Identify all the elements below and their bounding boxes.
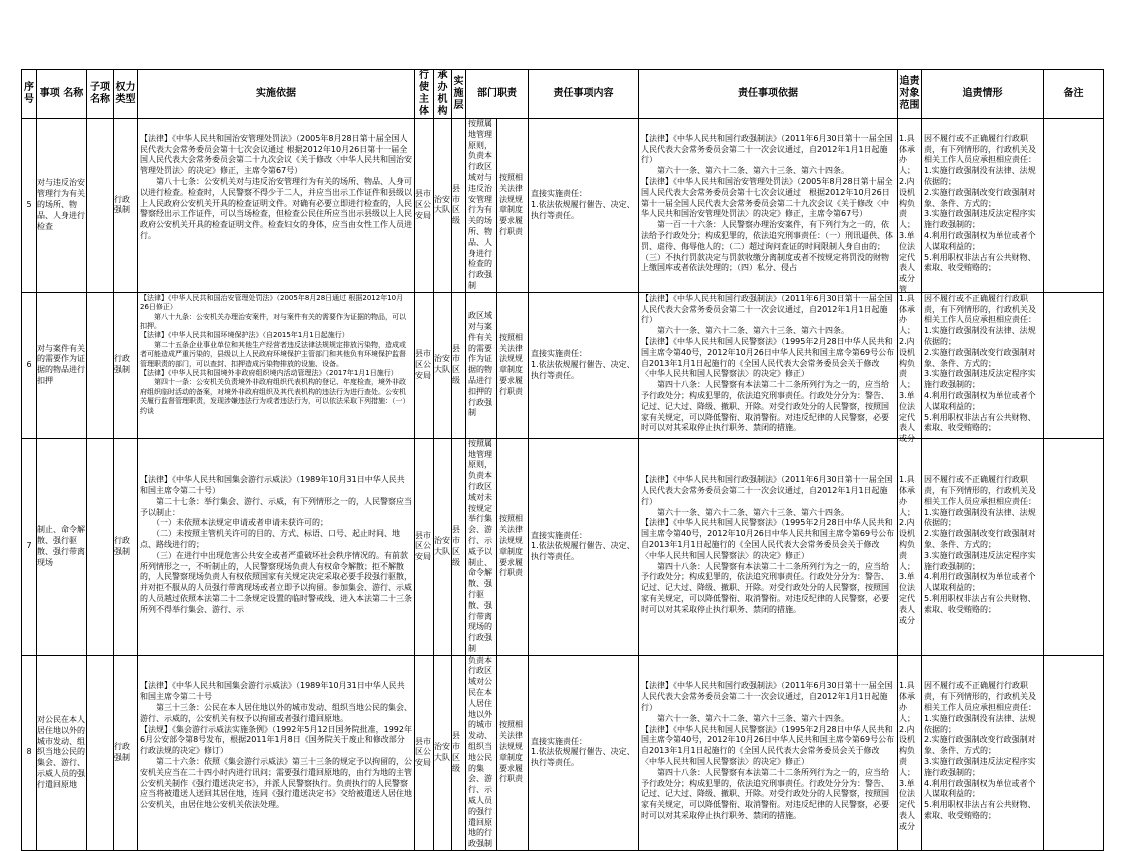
row-sub [87, 655, 114, 850]
row-type: 行政强制 [114, 119, 138, 293]
row-situation: 因不履行或不正确履行行政职责，有下列情形的，行政机关及相关工作人员应承担相应责任： 1.实施行政强制没有法律、法规依据的； 2.实施行政强制改变行政强制对象、条件、方式的； 3.实施行政强制违反法定程序实施行政强制的； 4.利用行政强制权为单位或者个人谋取利益的； 5.利用职权非法占有公共财物、索取、收受贿赂的； [922, 119, 1044, 293]
row-org: 治安大队 [434, 119, 452, 293]
row-seq: 6 [22, 292, 37, 438]
row-scope: 1.具体承办人； 2.内设机构负责人； 3.单位法定代表人或分 [898, 655, 922, 850]
row-scope: 1.具体承办人； 2.内设机构负责人； 3.单位法定代表人或分管 [898, 119, 922, 293]
row-level: 县市区级 [452, 119, 466, 293]
row-resp-content: 直接实施责任： 1.依法依规履行催告、决定、执行等责任。 [529, 655, 639, 850]
row-seq: 5 [22, 119, 37, 293]
header-scope: 追责对象范围 [898, 70, 922, 119]
row-resp-basis: 【法律】《中华人民共和国行政强制法》（2011年6月30日第十一届全国人民代表大会常务委员会第二十一次会议通过，自2012年1月1日起施行） 第六十一条、第六十二条、第六十三条、第六十四条。 【法律】《中华人民共和国人民警察法》（1995年2月28日中华人民共和国主席令第40号，2012年10月26日中华人民共和国主席令第69号公布自2013年1月1日起施行的《全国人民代表大会常务委员会关于修改〈中华人民共和国人民警察法〉的决定》修正） 第四十八条：人民警察有本法第二十二条所列行为之一的，应当给予行政处分；构成犯罪的，依法追究刑事责任。行政处分分为：警告、记过、记大过、降级、撤职、开除。对受行政处分的人民警察，按照国家有关规定，可以降低警衔、取消警衔。对违反纪律的人民警察，必要时可以对其采取停止执行职务、禁闭的措施。 [639, 655, 898, 850]
row-duty: 负责本行政区域对公民在本人居住地以外的城市发动、组织当地公民的集会、游行、示威人员的强行遣回原地的行政强制 [466, 655, 497, 850]
row-org: 治安大队 [434, 438, 452, 655]
header-basis: 实施依据 [138, 70, 415, 119]
row-sub [87, 438, 114, 655]
header-seq: 序号 [22, 70, 37, 119]
row-seq: 8 [22, 655, 37, 850]
row-scope: 1.具体承办人； 2.内设机构负责人； 3.单位法定代表人或分 [898, 292, 922, 438]
table-row [22, 292, 1104, 438]
header-dept-duty: 部门职责 [466, 70, 529, 119]
row-duty: 政区域对与案件有关的需要作为证据的物品进行扣押的行政强制 [466, 292, 497, 438]
row-duty: 按照属地管理原则，负责本行政区域对与违反治安管理行为有关的场所、物品、人身进行检查的行政强制 [466, 119, 497, 293]
row-sub [87, 119, 114, 293]
row-name: 对与违反治安管理行为有关的场所、物品、人身进行检查 [37, 119, 87, 293]
row-remark [1044, 655, 1104, 850]
row-resp-content: 直接实施责任： 1.依法依规履行催告、决定、执行等责任。 [529, 438, 639, 655]
header-resp-content: 责任事项内容 [529, 70, 639, 119]
header-row [22, 70, 1104, 119]
row-basis: 【法律】《中华人民共和国集会游行示威法》（1989年10月31日中华人民共和国主席令第二十号） 第二十七条：举行集会、游行、示威，有下列情形之一的，人民警察应当予以制止： （一）未依照本法规定申请或者申请未获许可的； （二）未按照主管机关许可的目的、方式、标语、口号、起止时间、地点、路线进行的； （三）在进行中出现危害公共安全或者严重破坏社会秩序情况的。有前款所列情形之一，不听制止的，人民警察现场负责人有权命令解散；拒不解散的，人民警察现场负责人有权依照国家有关规定决定采取必要手段强行驱散，并对拒不服从的人员强行带离现场或者立即予以拘留。参加集会、游行、示威的人员越过依照本法第二十二条规定设置的临时警戒线、进入本法第二十三条所列不得举行集会、游行、示 [138, 438, 415, 655]
table-row [22, 119, 1104, 293]
header-subject: 行使主体 [415, 70, 434, 119]
row-duty-common: 按照相关法律法规规章制度要求履行职责 [497, 438, 529, 655]
header-remark: 备注 [1044, 70, 1104, 119]
row-sub [87, 292, 114, 438]
row-subject: 县市区公安局 [415, 655, 434, 850]
row-duty-common: 按照相关法律法规规章制度要求履行职责 [497, 655, 529, 850]
row-remark [1044, 292, 1104, 438]
row-situation: 因不履行或不正确履行行政职责，有下列情形的，行政机关及相关工作人员应承担相应责任： 1.实施行政强制没有法律、法规依据的； 2.实施行政强制改变行政强制对象、条件、方式的； 3.实施行政强制违反法定程序实施行政强制的； 4.利用行政强制权为单位或者个人谋取利益的； 5.利用职权非法占有公共财物、索取、收受贿赂的； [922, 438, 1044, 655]
header-sub: 子项名称 [87, 70, 114, 119]
header-level: 实施层 [452, 70, 466, 119]
header-resp-basis: 责任事项依据 [639, 70, 898, 119]
row-duty-common: 按照相关法律法规规章制度要求履行职责 [497, 119, 529, 293]
row-type: 行政强制 [114, 438, 138, 655]
row-scope: 1.具体承办人； 2.内设机构负责人； 3.单位法定代表人或分 [898, 438, 922, 655]
row-type: 行政强制 [114, 655, 138, 850]
row-basis: 【法律】《中华人民共和国治安管理处罚法》（2005年8月28日第十届全国人民代表大会常务委员会第十七次会议通过 根据2012年10月26日第十一届全国人民代表大会常务委员会第二十九次会议《关于修改〈中华人民共和国治安管理处罚法〉的决定》修正，主席令第67号） 第八十七条：公安机关对与违反治安管理行为有关的场所、物品、人身可以进行检查。检查时，人民警察不得少于二人，并应当出示工作证件和县级以上人民政府公安机关开具的检查证明文件。对确有必要立即进行检查的，人民警察经出示工作证件，可以当场检查，但检查公民住所应当出示县级以上人民政府公安机关开具的检查证明文件。检查妇女的身体，应当由女性工作人员进行。 [138, 119, 415, 293]
row-subject: 县市区公安局 [415, 438, 434, 655]
row-org: 治安大队 [434, 655, 452, 850]
row-name: 制止、命令解散、强行驱散、强行带离现场 [37, 438, 87, 655]
responsibility-table [21, 69, 1104, 851]
header-situation: 追责情形 [922, 70, 1044, 119]
row-remark [1044, 119, 1104, 293]
row-situation: 因不履行或不正确履行行政职责，有下列情形的，行政机关及相关工作人员应承担相应责任： 1.实施行政强制没有法律、法规依据的； 2.实施行政强制改变行政强制对象、条件、方式的； 3.实施行政强制违反法定程序实施行政强制的； 4.利用行政强制权为单位或者个人谋取利益的； 5.利用职权非法占有公共财物、索取、收受贿赂的； [922, 655, 1044, 850]
row-duty-common: 按照相关法律法规规章制度要求履行职责 [497, 292, 529, 438]
row-duty: 按照属地管理原则，负责本行政区域对未按规定举行集会、游行、示威予以制止、命令解散、强行驱散、强行带离现场的行政强制 [466, 438, 497, 655]
row-org: 治安大队 [434, 292, 452, 438]
header-org: 承办机构 [434, 70, 452, 119]
row-name: 对公民在本人居住地以外的城市发动、组织当地公民的集会、游行、示威人员的强行遣回原地 [37, 655, 87, 850]
table-row [22, 438, 1104, 655]
table-row [22, 655, 1104, 850]
row-resp-content: 直接实施责任： 1.依法依规履行催告、决定、执行等责任。 [529, 292, 639, 438]
row-level: 县市区级 [452, 292, 466, 438]
row-subject: 县市区公安局 [415, 292, 434, 438]
row-resp-basis: 【法律】《中华人民共和国行政强制法》（2011年6月30日第十一届全国人民代表大会常务委员会第二十一次会议通过，自2012年1月1日起施行） 第六十一条、第六十二条、第六十三条、第六十四条。 【法律】《中华人民共和国人民警察法》（1995年2月28日中华人民共和国主席令第40号，2012年10月26日中华人民共和国主席令第69号公布自2013年1月1日起施行的《全国人民代表大会常务委员会关于修改〈中华人民共和国人民警察法〉的决定》修正） 第四十八条：人民警察有本法第二十二条所列行为之一的，应当给予行政处分；构成犯罪的，依法追究刑事责任。行政处分分为：警告、记过、记大过、降级、撤职、开除。对受行政处分的人民警察，按照国家有关规定，可以降低警衔、取消警衔。对违反纪律的人民警察，必要时可以对其采取停止执行职务、禁闭的措施。 [639, 292, 898, 438]
row-seq: 7 [22, 438, 37, 655]
row-level: 县市区级 [452, 438, 466, 655]
row-level: 县市区级 [452, 655, 466, 850]
row-subject: 县市区公安局 [415, 119, 434, 293]
row-basis: 【法律】《中华人民共和国治安管理处罚法》（2005年8月28日通过 根据2012年10月26日修正） 第八十九条：公安机关办理治安案件，对与案件有关的需要作为证据的物品，可以扣押。 【法律】《中华人民共和国环境保护法》（自2015年1月1日起施行） 第二十五条企业事业单位和其他生产经营者违反法律法规规定排放污染物，造成或者可能造成严重污染的，县级以上人民政府环境保护主管部门和其他负有环境保护监督管理职责的部门，可以查封、扣押造成污染物排放的设施、设备。 【法律】《中华人民共和国境外非政府组织境内活动管理法》（2017年1月1日施行） 第四十一条：公安机关负责境外非政府组织代表机构的登记、年度检查，境外非政府组织临时活动的备案，对境外非政府组织及其代表机构的违法行为进行查处。公安机关履行监督管理职责，发现涉嫌违法行为或者违法行为，可以依法采取下列措施：（一）约谈 [138, 292, 415, 438]
row-resp-basis: 【法律】《中华人民共和国行政强制法》（2011年6月30日第十一届全国人民代表大会常务委员会第二十一次会议通过，自2012年1月1日起施行） 第六十一条、第六十二条、第六十三条、第六十四条。 【法律】《中华人民共和国治安管理处罚法》（2005年8月28日第十届全国人民代表大会常务委员会第十七次会议通过 根据2012年10月26日第十一届全国人民代表大会常务委员会第二十九次会议《关于修改〈中华人民共和国治安管理处罚法〉的决定》修正，主席令第67号） 第一百一十六条：人民警察办理治安案件，有下列行为之一的，依法给予行政处分；构成犯罪的，依法追究刑事责任：（一）刑讯逼供、体罚、虐待、侮辱他人的；（二）超过询问查证的时间限制人身自由的；（三）不执行罚款决定与罚款收缴分离制度或者不按规定将罚没的财物上缴国库或者依法处理的；（四）私分、侵占 [639, 119, 898, 293]
row-resp-content: 直接实施责任： 1.依法依规履行催告、决定、执行等责任。 [529, 119, 639, 293]
row-basis: 【法律】《中华人民共和国集会游行示威法》（1989年10月31日中华人民共和国主席令第二十号 第三十三条：公民在本人居住地以外的城市发动、组织当地公民的集会、游行、示威的，公安机关有权予以拘留或者强行遣回原地。 【法规】《集会游行示威法实施条例》（1992年5月12日国务院批准，1992年6月公安部令第8号发布，根据2011年1月8日《国务院关于废止和修改部分行政法规的决定》修订） 第二十六条：依照《集会游行示威法》第三十三条的规定予以拘留的，公安机关应当在二十四小时内进行讯问；需要强行遣回原地的，由行为地的主管公安机关制作《强行遣送决定书》，并派人民警察执行。负责执行的人民警察应当将被遣送人送回其居住地，连同《强行遣送决定书》交给被遣送人居住地公安机关，由居住地公安机关依法处理。 [138, 655, 415, 850]
row-type: 行政强制 [114, 292, 138, 438]
row-situation: 因不履行或不正确履行行政职责，有下列情形的，行政机关及相关工作人员应承担相应责任： 1.实施行政强制没有法律、法规依据的； 2.实施行政强制改变行政强制对象、条件、方式的； 3.实施行政强制违反法定程序实施行政强制的； 4.利用行政强制权为单位或者个人谋取利益的； 5.利用职权非法占有公共财物、索取、收受贿赂的； [922, 292, 1044, 438]
row-name: 对与案件有关的需要作为证据的物品进行扣押 [37, 292, 87, 438]
row-resp-basis: 【法律】《中华人民共和国行政强制法》（2011年6月30日第十一届全国人民代表大会常务委员会第二十一次会议通过，自2012年1月1日起施行） 第六十一条、第六十二条、第六十三条、第六十四条。 【法律】《中华人民共和国人民警察法》（1995年2月28日中华人民共和国主席令第40号，2012年10月26日中华人民共和国主席令第69号公布自2013年1月1日起施行的《全国人民代表大会常务委员会关于修改〈中华人民共和国人民警察法〉的决定》修正） 第四十八条：人民警察有本法第二十二条所列行为之一的，应当给予行政处分；构成犯罪的，依法追究刑事责任。行政处分分为：警告、记过、记大过、降级、撤职、开除。对受行政处分的人民警察，按照国家有关规定，可以降低警衔、取消警衔。对违反纪律的人民警察，必要时可以对其采取停止执行职务、禁闭的措施。 [639, 438, 898, 655]
header-name: 事项 名称 [37, 70, 87, 119]
header-type: 权力类型 [114, 70, 138, 119]
row-remark [1044, 438, 1104, 655]
